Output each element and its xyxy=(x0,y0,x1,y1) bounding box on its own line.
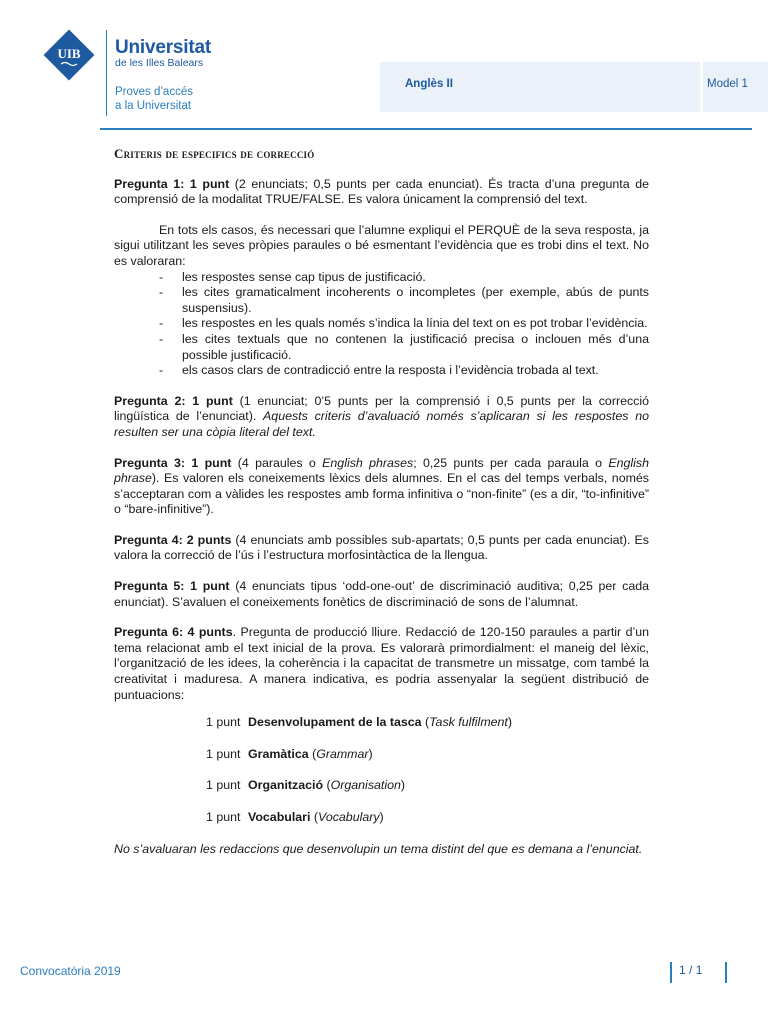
uib-logo-text: UIB xyxy=(57,46,81,61)
q3-english-phrases: English phrases xyxy=(322,455,414,470)
uib-logo-icon xyxy=(41,27,97,83)
rubric-name: Desenvolupament de la tasca xyxy=(248,715,422,730)
list-item: - les cites textuals que no contenen la justificació precisa o inclouen més d’una possible justificació. xyxy=(182,332,649,363)
rubric-item: 1 punt Vocabulari (Vocabulary) xyxy=(206,810,384,824)
rubric-points: 1 punt xyxy=(206,810,241,824)
q3-text: (4 paraules o xyxy=(231,455,323,470)
pager-bar-right xyxy=(725,962,727,983)
total-pages: 1 xyxy=(695,963,703,977)
q5-label: Pregunta 5 xyxy=(114,579,181,594)
q4-text: (4 enunciats amb possibles sub-apartats; 0,5 punts per cada enunciat). Es valora la correcció de l’ús i l’estructura morfosintàctica de la llengua. xyxy=(114,532,649,563)
closing-note xyxy=(114,842,649,858)
header-rule xyxy=(100,128,752,130)
logo-divider xyxy=(106,30,107,116)
question-5: Pregunta 5: 1 punt (4 enunciats tipus ‘odd-one-out’ de discriminació auditiva; 0,25 per cada enunciat). S’avaluen el coneixements fonètics de discriminació de sons de l’alumnat. xyxy=(114,579,649,609)
model-label: Model 1 xyxy=(707,78,748,90)
rubric-list xyxy=(206,715,649,825)
q6-text: . Pregunta de producció lliure. Redacció de 120-150 paraules a partir d’un tema relacionat amb el text inicial de la prova. Es valorarà primordialment: el maneig del lèxic, l’organització de les idees, la coherència i la capacitat de transmetre un missatge, com també la creativitat i maduresa. A manera indicativa, es podria assenyalar la següent distribució de puntuacions: xyxy=(114,625,650,702)
document-body xyxy=(114,146,649,857)
list-item: - les respostes sense cap tipus de justificació. xyxy=(182,270,649,286)
rubric-name: Organització xyxy=(248,778,324,793)
closing-text: No s’avaluaran les redaccions que desenvolupin un tema distint del que es demana a l’enunciat. xyxy=(114,841,643,856)
q2-note: Aquests criteris d’avaluació només s’aplicaran si les respostes no resulten ser una còpia literal del text. xyxy=(114,409,649,439)
q5-text: (4 enunciats tipus ‘odd-one-out’ de discriminació auditiva; 0,25 per cada enunciat). S’avaluen el coneixements fonètics de discriminació de sons de l’alumnat. xyxy=(114,579,649,609)
q1-points: 1 punt xyxy=(189,176,230,191)
subject-name: Anglès II xyxy=(405,78,453,90)
q3-text: ). Es valoren els coneixements lèxics dels alumnes. En el cas del temps verbals, només s’acceptaran com a vàlides les respostes amb forma infinitiva o “non-finite” (es a dir, “to-infinitive” o “bare-infinitive”). xyxy=(114,471,649,517)
q1-text: (2 enunciats; 0,5 punts per cada enunciat). És tracta d’una pregunta de comprensió de la modalitat TRUE/FALSE. Es valora únicament la comprensió del text. xyxy=(114,176,649,207)
q2-text: (1 enunciat; 0’5 punts per la comprensió i 0,5 punts per la correcció lingüística de l’enunciat). xyxy=(114,393,649,424)
footer-convocatoria: Convocatòria 2019 xyxy=(20,964,121,978)
rubric-item: 1 punt Gramàtica (Grammar) xyxy=(206,746,373,761)
question-6 xyxy=(114,625,649,703)
proves-acces xyxy=(115,85,193,113)
model-box xyxy=(703,62,768,112)
q1-label: Pregunta 1 xyxy=(114,176,181,191)
current-page: 1 xyxy=(679,963,686,977)
list-item: - els casos clars de contradicció entre la resposta i l’evidència trobada al text. xyxy=(182,363,649,379)
rubric-english: Organisation xyxy=(330,778,401,793)
page-number: 1 / 1 xyxy=(679,963,703,977)
q3-label: Pregunta 3: 1 punt xyxy=(114,455,232,470)
proves-line-2: a la Universitat xyxy=(115,100,192,112)
subject-box xyxy=(380,62,700,112)
page-header xyxy=(0,0,768,132)
university-name: Universitat xyxy=(115,37,212,58)
rubric-points: 1 punt xyxy=(206,746,241,761)
rubric-points: 1 punt xyxy=(206,715,241,730)
question-4 xyxy=(114,533,649,564)
q4-label: Pregunta 4: 2 punts xyxy=(114,532,232,547)
rubric-item: 1 punt Organització (Organisation) xyxy=(206,778,406,793)
rubric-english: Task fulfilment xyxy=(429,715,508,730)
rubric-points: 1 punt xyxy=(206,778,241,793)
q6-label: Pregunta 6: 4 punts xyxy=(114,625,233,640)
q3-text: ; 0,25 punts per cada paraula o xyxy=(413,455,609,470)
list-item: - les cites gramaticalment incoherents o incompletes (per exemple, abús de punts suspensius). xyxy=(182,285,649,316)
list-item: - les respostes en les quals només s’indica la línia del text on es pot trobar l’evidència. xyxy=(182,316,649,332)
document-title: Criteris de especifics de correcció xyxy=(114,146,315,161)
rubric-english: Grammar xyxy=(316,746,369,761)
rubric-name: Vocabulari xyxy=(248,810,311,824)
proves-line-1: Proves d’accés xyxy=(115,86,193,98)
q5-points: 1 punt xyxy=(190,579,230,594)
q1-justification: En tots els casos, és necessari que l’alumne expliqui el PERQUÈ de la seva resposta, ja sigui utilitzant les seves pròpies paraules o bé esmentant l’evidència que es trobi dins el text. No es valoraran: xyxy=(114,222,649,268)
question-2 xyxy=(114,394,649,441)
rubric-item: 1 punt Desenvolupament de la tasca (Task fulfilment) xyxy=(206,715,513,730)
pager-bar-left xyxy=(670,962,672,983)
q2-label: Pregunta 2: 1 punt xyxy=(114,393,233,408)
university-subtitle: de les Illes Balears xyxy=(115,57,204,69)
question-3 xyxy=(114,456,649,518)
question-1: Pregunta 1: 1 punt (2 enunciats; 0,5 punts per cada enunciat). És tracta d’una pregunta de comprensió de la modalitat TRUE/FALSE. Es valora únicament la comprensió del text. xyxy=(114,176,649,207)
rubric-name: Gramàtica xyxy=(248,746,309,761)
rubric-english: Vocabulary xyxy=(318,810,380,824)
q1-exclusion-list xyxy=(114,270,649,379)
q3-english-phrase: English phrase xyxy=(114,455,649,486)
